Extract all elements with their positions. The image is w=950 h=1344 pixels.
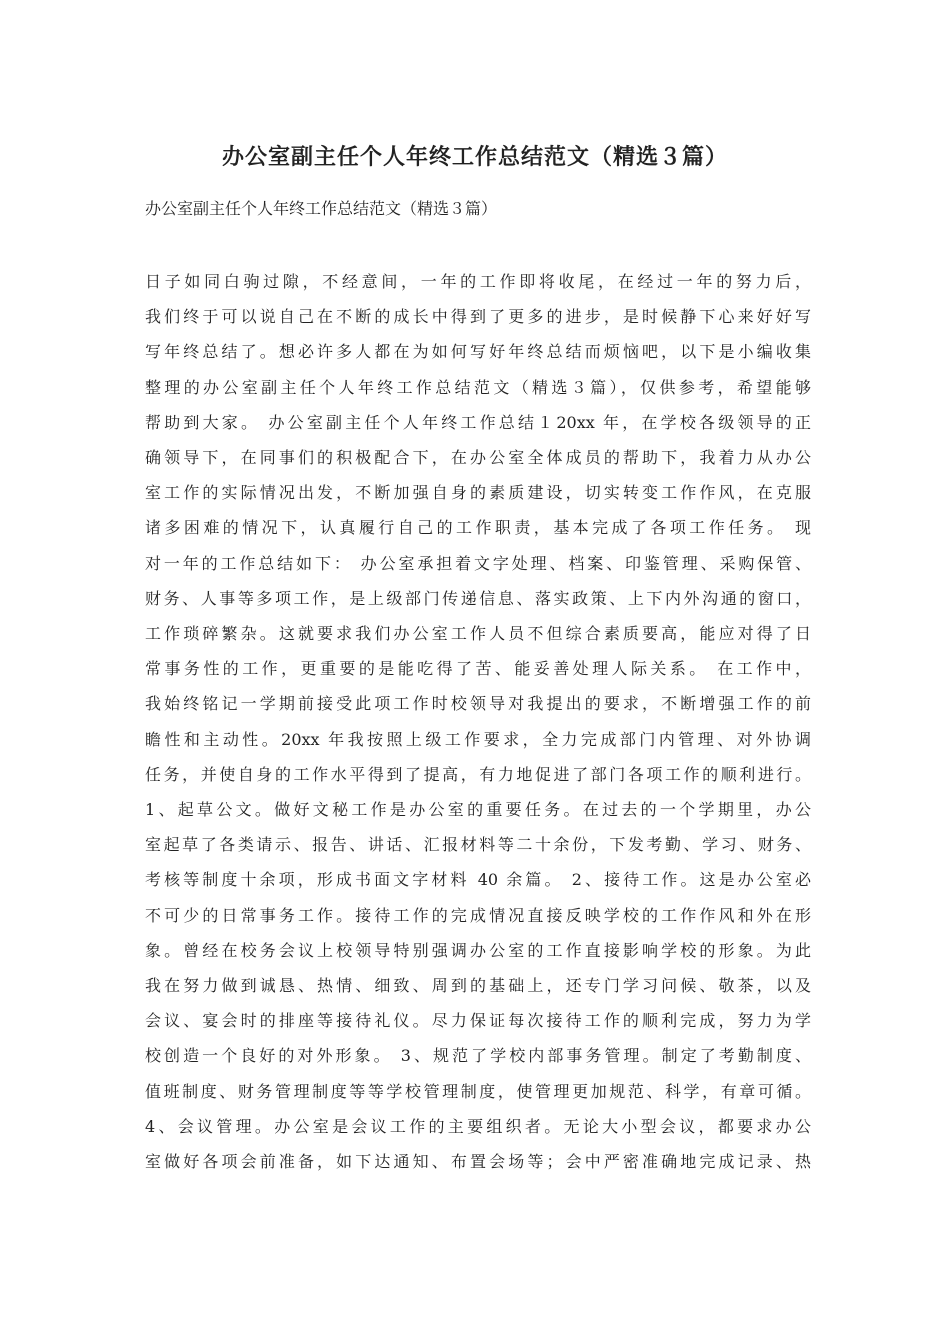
body-line: 室做好各项会前准备，如下达通知、布置会场等；会中严密准确地完成记录、热 [145,1152,811,1172]
body-line: 值班制度、财务管理制度等等学校管理制度，使管理更加规范、科学，有章可循。 [145,1081,811,1101]
body-line: 会议、宴会时的排座等接待礼仪。尽力保证每次接待工作的顺利完成，努力为学 [145,1011,811,1031]
body-line: 对一年的工作总结如下： 办公室承担着文字处理、档案、印鉴管理、采购保管、 [145,553,811,573]
body-line: 象。曾经在校务会议上校领导特别强调办公室的工作直接影响学校的形象。为此 [145,940,811,960]
document-body [145,264,811,1179]
body-line: 不可少的日常事务工作。接待工作的完成情况直接反映学校的工作作风和外在形 [145,905,811,925]
body-line: 室起草了各类请示、报告、讲话、汇报材料等二十余份，下发考勤、学习、财务、 [145,835,811,855]
body-line: 我始终铭记一学期前接受此项工作时校领导对我提出的要求，不断增强工作的前 [145,694,811,714]
body-line: 我们终于可以说自己在不断的成长中得到了更多的进步，是时候静下心来好好写 [145,307,811,327]
document-title: 办公室副主任个人年终工作总结范文（精选３篇） [221,144,728,170]
body-line: 考核等制度十余项，形成书面文字材料 40 余篇。 2、接待工作。这是办公室必 [145,870,811,890]
body-line: 瞻性和主动性。20xx 年我按照上级工作要求，全力完成部门内管理、对外协调 [145,729,811,749]
body-line: 写年终总结了。想必许多人都在为如何写好年终总结而烦恼吧，以下是小编收集 [145,342,811,362]
body-line: 任务，并使自身的工作水平得到了提高，有力地促进了部门各项工作的顺利进行。 [145,764,811,784]
document-subtitle: 办公室副主任个人年终工作总结范文（精选３篇） [145,199,498,218]
body-line: 帮助到大家。 办公室副主任个人年终工作总结１20xx 年，在学校各级领导的正 [145,412,811,432]
body-line: 4、会议管理。办公室是会议工作的主要组织者。无论大小型会议，都要求办公 [145,1116,811,1136]
body-line: 我在努力做到诚恳、热情、细致、周到的基础上，还专门学习问候、敬茶，以及 [145,976,811,996]
body-line: 确领导下，在同事们的积极配合下，在办公室全体成员的帮助下，我着力从办公 [145,448,811,468]
body-line: 财务、人事等多项工作，是上级部门传递信息、落实政策、上下内外沟通的窗口， [145,588,811,608]
body-line: 1、起草公文。做好文秘工作是办公室的重要任务。在过去的一个学期里，办公 [145,800,811,820]
body-line: 常事务性的工作，更重要的是能吃得了苦、能妥善处理人际关系。 在工作中， [145,659,811,679]
body-line: 室工作的实际情况出发，不断加强自身的素质建设，切实转变工作作风，在克服 [145,483,811,503]
body-line: 日子如同白驹过隙，不经意间，一年的工作即将收尾，在经过一年的努力后， [145,272,811,291]
body-line: 工作琐碎繁杂。这就要求我们办公室工作人员不但综合素质要高，能应对得了日 [145,624,811,644]
body-line: 校创造一个良好的对外形象。 3、规范了学校内部事务管理。制定了考勤制度、 [145,1046,811,1066]
body-line: 诸多困难的情况下，认真履行自己的工作职责，基本完成了各项工作任务。 现 [145,518,811,538]
body-line: 整理的办公室副主任个人年终工作总结范文（精选３篇），仅供参考，希望能够 [145,377,811,397]
